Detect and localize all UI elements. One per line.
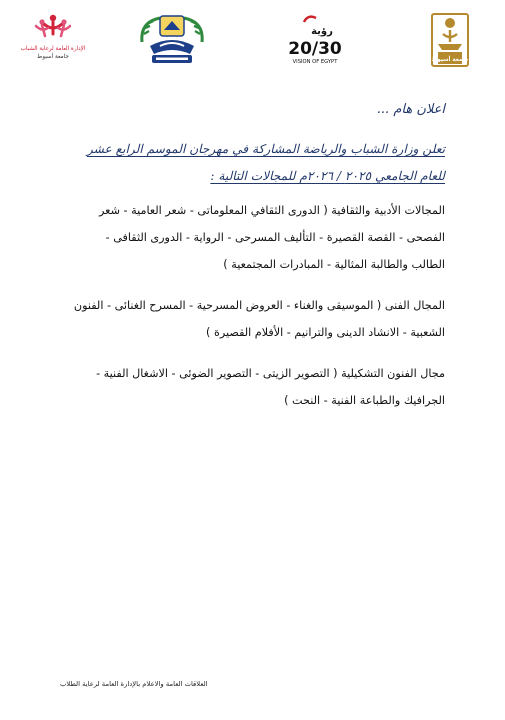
vision-number: 20/30 (288, 39, 342, 59)
youth-logo-caption-1: الإدارة العامة لرعاية الشباب (20, 46, 86, 52)
announcement-intro (55, 136, 445, 190)
youth-figures-icon (36, 15, 70, 36)
paragraph-line: المجال الفنى ( الموسيقى والغناء - العروض المسرحية - المسرح الغنائى - الفنون (73, 299, 445, 312)
vision-2030-logo (282, 12, 348, 68)
youth-logo-caption-2: جامعة أسيوط (37, 54, 69, 60)
intro-line-2: للعام الجامعي ٢٠٢٥ / ٢٠٢٦م للمجالات التالية : (210, 169, 445, 183)
literary-cultural-fields (53, 197, 445, 278)
intro-line-1: تعلن وزارة الشباب والرياضة المشاركة في مهرجان الموسم الرابع عشر (86, 142, 445, 156)
ministry-youth-sports-logo (136, 12, 208, 68)
youth-care-logo (20, 12, 86, 68)
page-footer: العلاقات العامة والاعلام بالإدارة العامة لرعاية الطلاب (60, 680, 208, 688)
paragraph-line: الجرافيك والطباعة الفنية - النحت ) (284, 394, 445, 407)
announcement-heading: اعلان هام ... (376, 102, 445, 117)
paragraph-line: الفصحى - القصة القصيرة - التأليف المسرحى - الرواية - الدورى الثقافى - (105, 231, 445, 244)
vision-swoosh-icon (304, 17, 316, 22)
fields-list (53, 197, 445, 428)
paragraph-line: الطالب والطالبة المثالية - المبادرات المجتمعية ) (223, 258, 445, 271)
ministry-emblem-icon (142, 16, 202, 63)
assiut-university-logo (430, 12, 470, 68)
paragraph-line: المجالات الأدبية والثقافية ( الدورى الثقافي المعلوماتى - شعر العامية - شعر (99, 204, 445, 217)
paragraph-line: مجال الفنون التشكيلية ( التصوير الزيتى - التصوير الضوئى - الاشغال الفنية - (96, 367, 445, 380)
vision-english-label: VISION OF EGYPT (292, 59, 338, 65)
page-header (0, 0, 505, 80)
vision-arabic-label: رؤية (311, 26, 333, 37)
artistic-fields (53, 292, 445, 346)
visual-arts-fields (53, 360, 445, 414)
university-logo-text: جامعة أسيوط (431, 57, 469, 63)
paragraph-line: الشعبية - الانشاد الدينى والترانيم - الأفلام القصيرة ) (206, 326, 445, 339)
